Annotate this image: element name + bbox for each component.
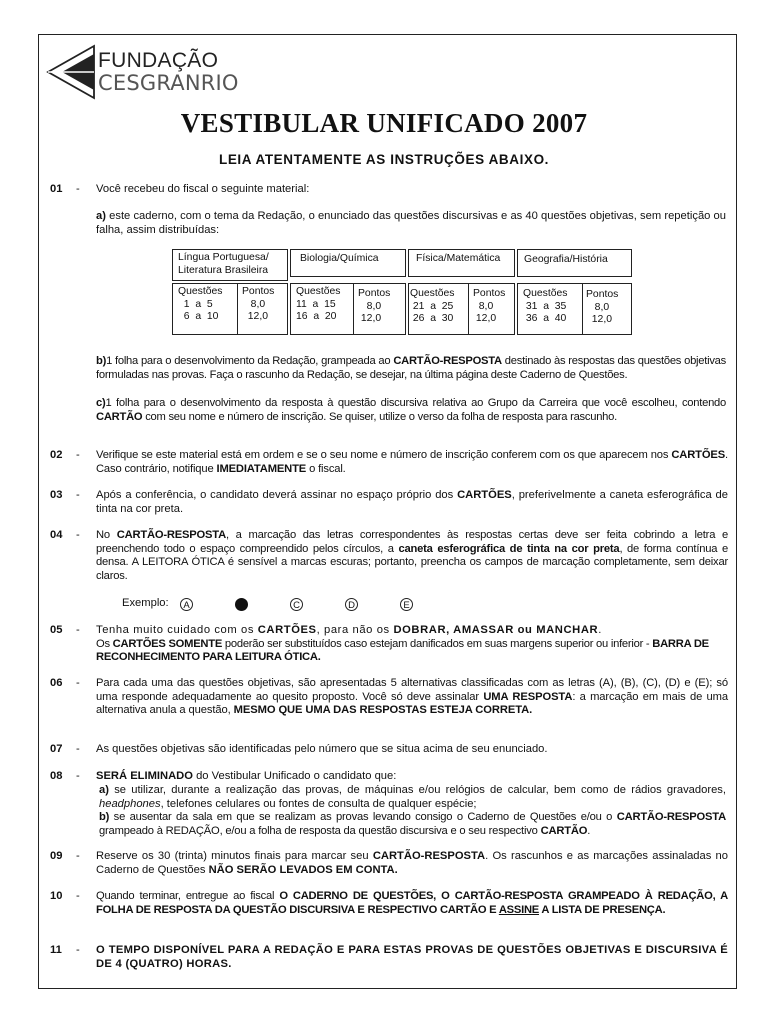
text-run: . Os rascunhos e as marcações assinaladas no Caderno de Questões <box>96 850 728 876</box>
table-subject: Física/Matemática <box>416 253 501 264</box>
bold-underline-run: ASSINE <box>498 903 539 916</box>
item-dash: - <box>76 183 80 195</box>
line <box>96 638 728 665</box>
bold-run: CARTÃO-RESPOSTA <box>372 850 486 862</box>
page-title: VESTIBULAR UNIFICADO 2007 <box>180 108 588 138</box>
table-questions: Questões 31 a 35 36 a 40 <box>523 288 568 324</box>
table-divider <box>353 283 354 335</box>
text-run: Os <box>96 637 113 650</box>
instruction-10 <box>50 890 728 932</box>
item-text <box>96 677 728 718</box>
item-dash: - <box>76 944 80 956</box>
item-dash: - <box>76 624 80 636</box>
instruction-03 <box>50 489 728 517</box>
example-label: Exemplo: <box>122 597 169 609</box>
bubble-option: A <box>180 598 193 611</box>
item-dash: - <box>76 890 80 902</box>
item-number: 07 <box>50 743 63 755</box>
text-run: , para não os <box>316 624 394 636</box>
bold-run: BARRA DE RECONHECIMENTO PARA LEITURA ÓTICA. <box>96 637 709 664</box>
item-text <box>96 449 728 476</box>
table-questions: Questões 1 a 5 6 a 10 <box>178 286 223 322</box>
item-dash: - <box>76 489 80 501</box>
text-run: , a marcação das letras correspondentes às respostas certas deve ser feita cobrindo a letra e preenchendo todo o espaço compreendido pelos círculos, a <box>96 529 729 555</box>
instruction-07 <box>50 743 728 757</box>
text-run: do Vestibular Unificado o candidato que: <box>192 770 397 782</box>
bubble-option: E <box>400 598 413 611</box>
item-dash: - <box>76 529 80 541</box>
instruction-06 <box>50 677 728 733</box>
item-text <box>96 529 728 583</box>
bold-run: CARTÕES <box>457 489 512 501</box>
item-number: 03 <box>50 489 63 501</box>
sub-text: 1 folha para o desenvolvimento da Redação, grampeada ao <box>106 355 394 367</box>
sub-text: grampeado à REDAÇÃO, e/ou a folha de resposta da questão discursiva e o seu respectivo <box>99 824 541 837</box>
bold-run: UMA RESPOSTA <box>483 690 573 703</box>
bold-run: IMEDIATAMENTE <box>216 462 307 475</box>
sub-text: se utilizar, durante a realização das provas, de máquinas e/ou relógios de calcular, bem como de rádios gravadores, <box>114 784 726 796</box>
bubble-option: D <box>345 598 358 611</box>
item-text <box>96 890 728 917</box>
sub-text: se ausentar da sala em que se realizam as provas levando consigo o Caderno de Questões e/ou o <box>113 811 617 823</box>
item-text <box>96 624 728 665</box>
item-number: 08 <box>50 770 63 782</box>
bold-run: caneta esferográfica de tinta na cor preta <box>398 542 620 555</box>
item-01-b <box>96 355 726 382</box>
sub-bold: CARTÃO <box>96 410 143 423</box>
item-text: Você recebeu do fiscal o seguinte material: <box>96 183 310 195</box>
item-text <box>96 770 728 784</box>
bold-run: CARTÕES <box>257 624 317 636</box>
sub-bold: CARTÃO-RESPOSTA <box>393 355 502 367</box>
sub-label: b) <box>96 355 107 367</box>
instruction-08 <box>50 770 728 784</box>
sub-text: destinado às respostas das questões objetivas formuladas nas provas. Faça o rascunho da Redação, se desejar, na última página deste Caderno de Questões. <box>96 355 727 381</box>
logo-line1: FUNDAÇÃO <box>98 49 219 72</box>
sub-bold: CARTÃO-RESPOSTA <box>616 811 726 823</box>
item-text <box>96 850 728 877</box>
sub-text: este caderno, com o tema da Redação, o enunciado das questões discursivas e as 40 questões objetivas, sem repetição ou falha, assim distribuídas: <box>96 210 726 236</box>
table-divider <box>582 283 583 335</box>
bold-run: SERÁ ELIMINADO <box>96 770 193 782</box>
text-run: o fiscal. <box>306 462 346 475</box>
item-01-c <box>96 397 726 424</box>
sub-text: , telefones celulares ou fontes de consulta de qualquer espécie; <box>160 797 477 810</box>
table-divider <box>237 283 238 335</box>
item-text: As questões objetivas são identificadas pelo número que se situa acima de seu enunciado. <box>96 743 548 755</box>
sub-italic: headphones <box>99 797 161 810</box>
text-run: , de forma contínua e densa. A LEITORA ÓTICA é sensível a marcas escuras; portanto, preencha os campos de marcação completamente, sem deixar claros. <box>96 542 728 582</box>
text-run: Tenha muito cuidado com os <box>96 624 258 636</box>
sub-text: com seu nome e número de inscrição. Se quiser, utilize o verso da folha de resposta para rascunho. <box>142 410 617 423</box>
sub-label: a) <box>96 210 106 222</box>
item-08-a <box>99 784 726 811</box>
item-number: 05 <box>50 624 63 636</box>
text-run: No <box>96 529 117 541</box>
table-subject: Língua Portuguesa/ Literatura Brasileira <box>178 252 269 276</box>
text-run: . Caso contrário, notifique <box>96 449 728 475</box>
text-run: poderão ser substituídos caso estejam danificados em suas margens superior ou inferior - <box>222 637 653 650</box>
bubble-option: C <box>290 598 303 611</box>
item-number: 06 <box>50 677 63 689</box>
table-subject: Biologia/Química <box>300 253 379 264</box>
sub-bold: CARTÃO <box>540 824 588 837</box>
text-run: Verifique se este material está em ordem e se o seu nome e número de inscrição conferem com os que aparecem nos <box>96 449 672 461</box>
item-number: 01 <box>50 183 63 195</box>
item-text <box>96 489 728 516</box>
text-run: Após a conferência, o candidato deverá assinar no espaço próprio dos <box>96 489 458 501</box>
text-run: : a marcação em mais de uma alternativa anula a questão, <box>96 690 728 717</box>
table-points: Pontos 8,0 12,0 <box>242 286 275 322</box>
line <box>96 624 728 638</box>
table-points: Pontos 8,0 12,0 <box>473 288 506 324</box>
item-text <box>96 944 728 971</box>
table-questions: Questões 21 a 25 26 a 30 <box>410 288 455 324</box>
bold-run: CARTÕES <box>671 449 726 461</box>
item-01-a <box>96 210 726 237</box>
item-dash: - <box>76 677 80 689</box>
sub-text: 1 folha para o desenvolvimento da resposta à questão discursiva relativa ao Grupo da Carreira que você escolheu, contendo <box>105 397 726 409</box>
page-subtitle: LEIA ATENTAMENTE AS INSTRUÇÕES ABAIXO. <box>218 152 550 167</box>
text-run: Quando terminar, entregue ao fiscal <box>96 890 280 902</box>
item-dash: - <box>76 770 80 782</box>
text-run: . <box>598 624 602 636</box>
bold-run: CARTÃO-RESPOSTA <box>116 529 226 541</box>
item-number: 02 <box>50 449 63 461</box>
sub-label: a) <box>99 784 109 796</box>
instruction-04 <box>50 529 728 585</box>
instruction-02 <box>50 449 728 477</box>
item-number: 11 <box>50 944 62 956</box>
table-questions: Questões 11 a 15 16 a 20 <box>296 286 341 322</box>
bold-run: A LISTA DE PRESENÇA. <box>538 903 666 916</box>
bold-run: O CADERNO DE QUESTÕES, O CARTÃO-RESPOSTA GRAMPEADO À REDAÇÃO, A FOLHA DE RESPOSTA DA QUESTÃO DISCURSIVA E RESPECTIVO CARTÃO E <box>96 890 728 916</box>
table-subject: Geografia/História <box>524 254 608 265</box>
instruction-05 <box>50 624 728 666</box>
bold-run: NÃO SERÃO LEVADOS EM CONTA. <box>208 863 398 876</box>
item-dash: - <box>76 449 80 461</box>
bold-run: DOBRAR, AMASSAR ou MANCHAR <box>393 624 599 636</box>
item-08-b <box>99 811 726 838</box>
item-number: 09 <box>50 850 63 862</box>
bold-run: MESMO QUE UMA DAS RESPOSTAS ESTEJA CORRETA. <box>233 704 533 717</box>
bubble-filled <box>235 598 248 611</box>
instruction-09 <box>50 850 728 878</box>
text-run: , preferivelmente a caneta esferográfica de tinta na cor preta. <box>96 489 728 515</box>
logo-line2: CESGRANRIO <box>98 71 239 95</box>
item-dash: - <box>76 850 80 862</box>
sub-text: . <box>587 824 591 837</box>
item-number: 10 <box>50 890 63 902</box>
item-dash: - <box>76 743 80 755</box>
table-points: Pontos 8,0 12,0 <box>586 289 619 325</box>
sub-label: b) <box>99 811 110 823</box>
text-run: Reserve os 30 (trinta) minutos finais para marcar seu <box>96 850 373 862</box>
table-divider <box>468 283 469 335</box>
sub-label: c) <box>96 397 106 409</box>
item-number: 04 <box>50 529 63 541</box>
bold-run: CARTÕES SOMENTE <box>112 637 223 650</box>
bold-run: O TEMPO DISPONÍVEL PARA A REDAÇÃO E PARA ESTAS PROVAS DE QUESTÕES OBJETIVAS E DISCURSIVA É DE 4 (QUATRO) HORAS. <box>96 944 728 970</box>
table-points: Pontos 8,0 12,0 <box>358 288 391 324</box>
instruction-11 <box>50 944 728 972</box>
text-run: Para cada uma das questões objetivas, são apresentadas 5 alternativas classificadas com as letras (A), (B), (C), (D) e (E); só uma responde adequadamente ao quesito proposto. Você só deve assinalar <box>96 677 728 703</box>
